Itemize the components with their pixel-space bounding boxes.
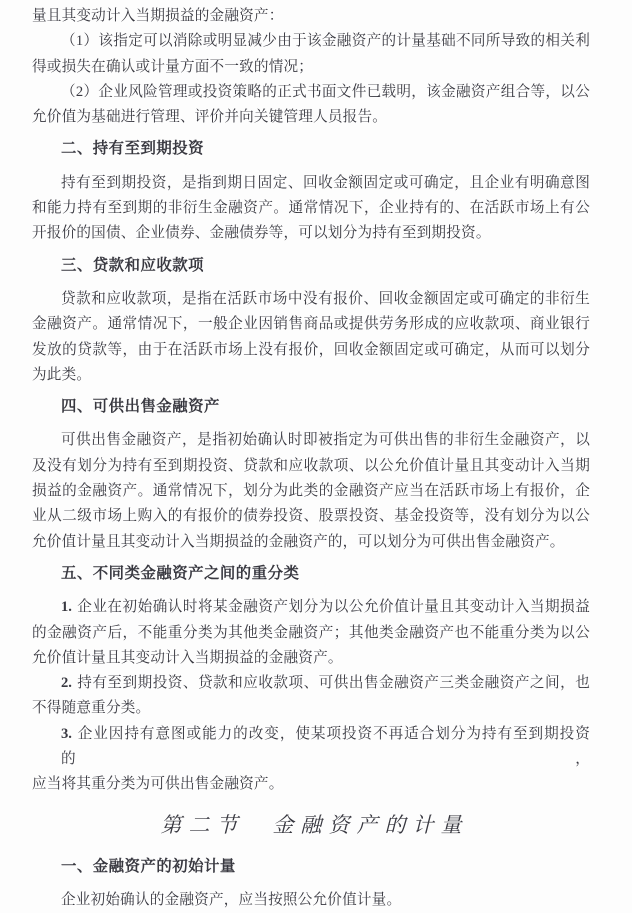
paragraph (32, 595, 590, 671)
paragraph (32, 671, 590, 722)
body-line: 金融资产。通常情况下，一般企业因销售商品或提供劳务形成的应收款项、商业银行 (32, 316, 590, 333)
body-line (32, 671, 590, 696)
body-line (32, 722, 590, 773)
body-line: 应当将其重分类为可供出售金融资产。 (32, 776, 284, 793)
paragraph (32, 722, 590, 798)
paragraph (32, 80, 590, 131)
body-line: 持有至到期投资，是指到期日固定、回收金额固定或可确定，且企业有明确意图 (61, 174, 590, 191)
body-line: 允价值计量且其变动计入当期损益的金融资产的，可以划分为可供出售金融资产。 (32, 533, 565, 550)
paragraph (32, 888, 590, 913)
numbered-heading: 三、贷款和应收款项 (61, 256, 205, 274)
numbered-heading: 四、可供出售金融资产 (61, 398, 220, 416)
body-line: 为此类。 (32, 366, 92, 383)
body-line: 企业初始确认的金融资产，应当按照公允价值计量。 (61, 891, 402, 908)
chapter-section-title: 第二节 金融资产的计量 (160, 812, 469, 837)
paragraph-number: 3. (61, 725, 72, 742)
numbered-heading: 二、持有至到期投资 (61, 140, 205, 158)
body-line: 和能力持有至到期的非衍生金融资产。通常情况下，企业持有的、在活跃市场上有公 (32, 200, 590, 217)
body-line: 开报价的国债、企业债券、金融债券等，可以划分为持有至到期投资。 (32, 225, 491, 242)
body-line: 得或损失在确认或计量方面不一致的情况； (32, 58, 314, 75)
paragraph (32, 171, 590, 247)
paragraph (32, 29, 590, 80)
body-line: 发放的贷款等，由于在活跃市场上没有报价，回收金额固定或可确定，从而可以划分 (32, 341, 590, 358)
body-line: 可供出售金融资产，是指初始确认时即被指定为可供出售的非衍生金融资产，以 (61, 432, 590, 449)
paragraph (32, 428, 590, 554)
body-line: 及没有划分为持有至到期投资、贷款和应收款项、以公允价值计量且其变动计入当期 (32, 457, 590, 474)
body-line: 业从二级市场上购入的有报价的债券投资、股票投资、基金投资等，没有划分为以公 (32, 508, 590, 525)
document-content (32, 4, 590, 913)
numbered-heading: 一、金融资产的初始计量 (61, 857, 236, 875)
body-text: 企业因持有意图或能力的改变，使某项投资不再适合划分为持有至到期投资的， (61, 725, 590, 768)
body-line: 的金融资产后，不能重分类为其他类金融资产；其他类金融资产也不能重分类为以公 (32, 624, 590, 641)
body-text: 持有至到期投资、贷款和应收款项、可供出售金融资产三类金融资产之间，也 (76, 675, 590, 692)
body-line: 贷款和应收款项，是指在活跃市场中没有报价、回收金额固定或可确定的非衍生 (61, 290, 590, 307)
paragraph-number: 1. (61, 599, 72, 616)
body-line: 不得随意重分类。 (32, 700, 151, 717)
body-line: 允价值为基础进行管理、评价并向关键管理人员报告。 (32, 109, 388, 126)
body-text: 企业在初始确认时将某金融资产划分为以公允价值计量且其变动计入当期损益 (76, 599, 590, 616)
body-line: 允价值计量且其变动计入当期损益的金融资产。 (32, 649, 343, 666)
paragraph-number: 2. (61, 675, 72, 692)
paragraph (32, 287, 590, 388)
body-line: 量且其变动计入当期损益的金融资产： (32, 8, 284, 24)
body-line: （2）企业风险管理或投资策略的正式书面文件已载明，该金融资产组合等，以公 (61, 83, 590, 100)
numbered-heading: 五、不同类金融资产之间的重分类 (61, 564, 300, 582)
body-line: （1）该指定可以消除或明显减少由于该金融资产的计量基础不同所导致的相关利 (61, 33, 590, 50)
body-line: 损益的金融资产。通常情况下，划分为此类的金融资产应当在活跃市场上有报价，企 (32, 483, 590, 500)
body-line (32, 595, 590, 620)
